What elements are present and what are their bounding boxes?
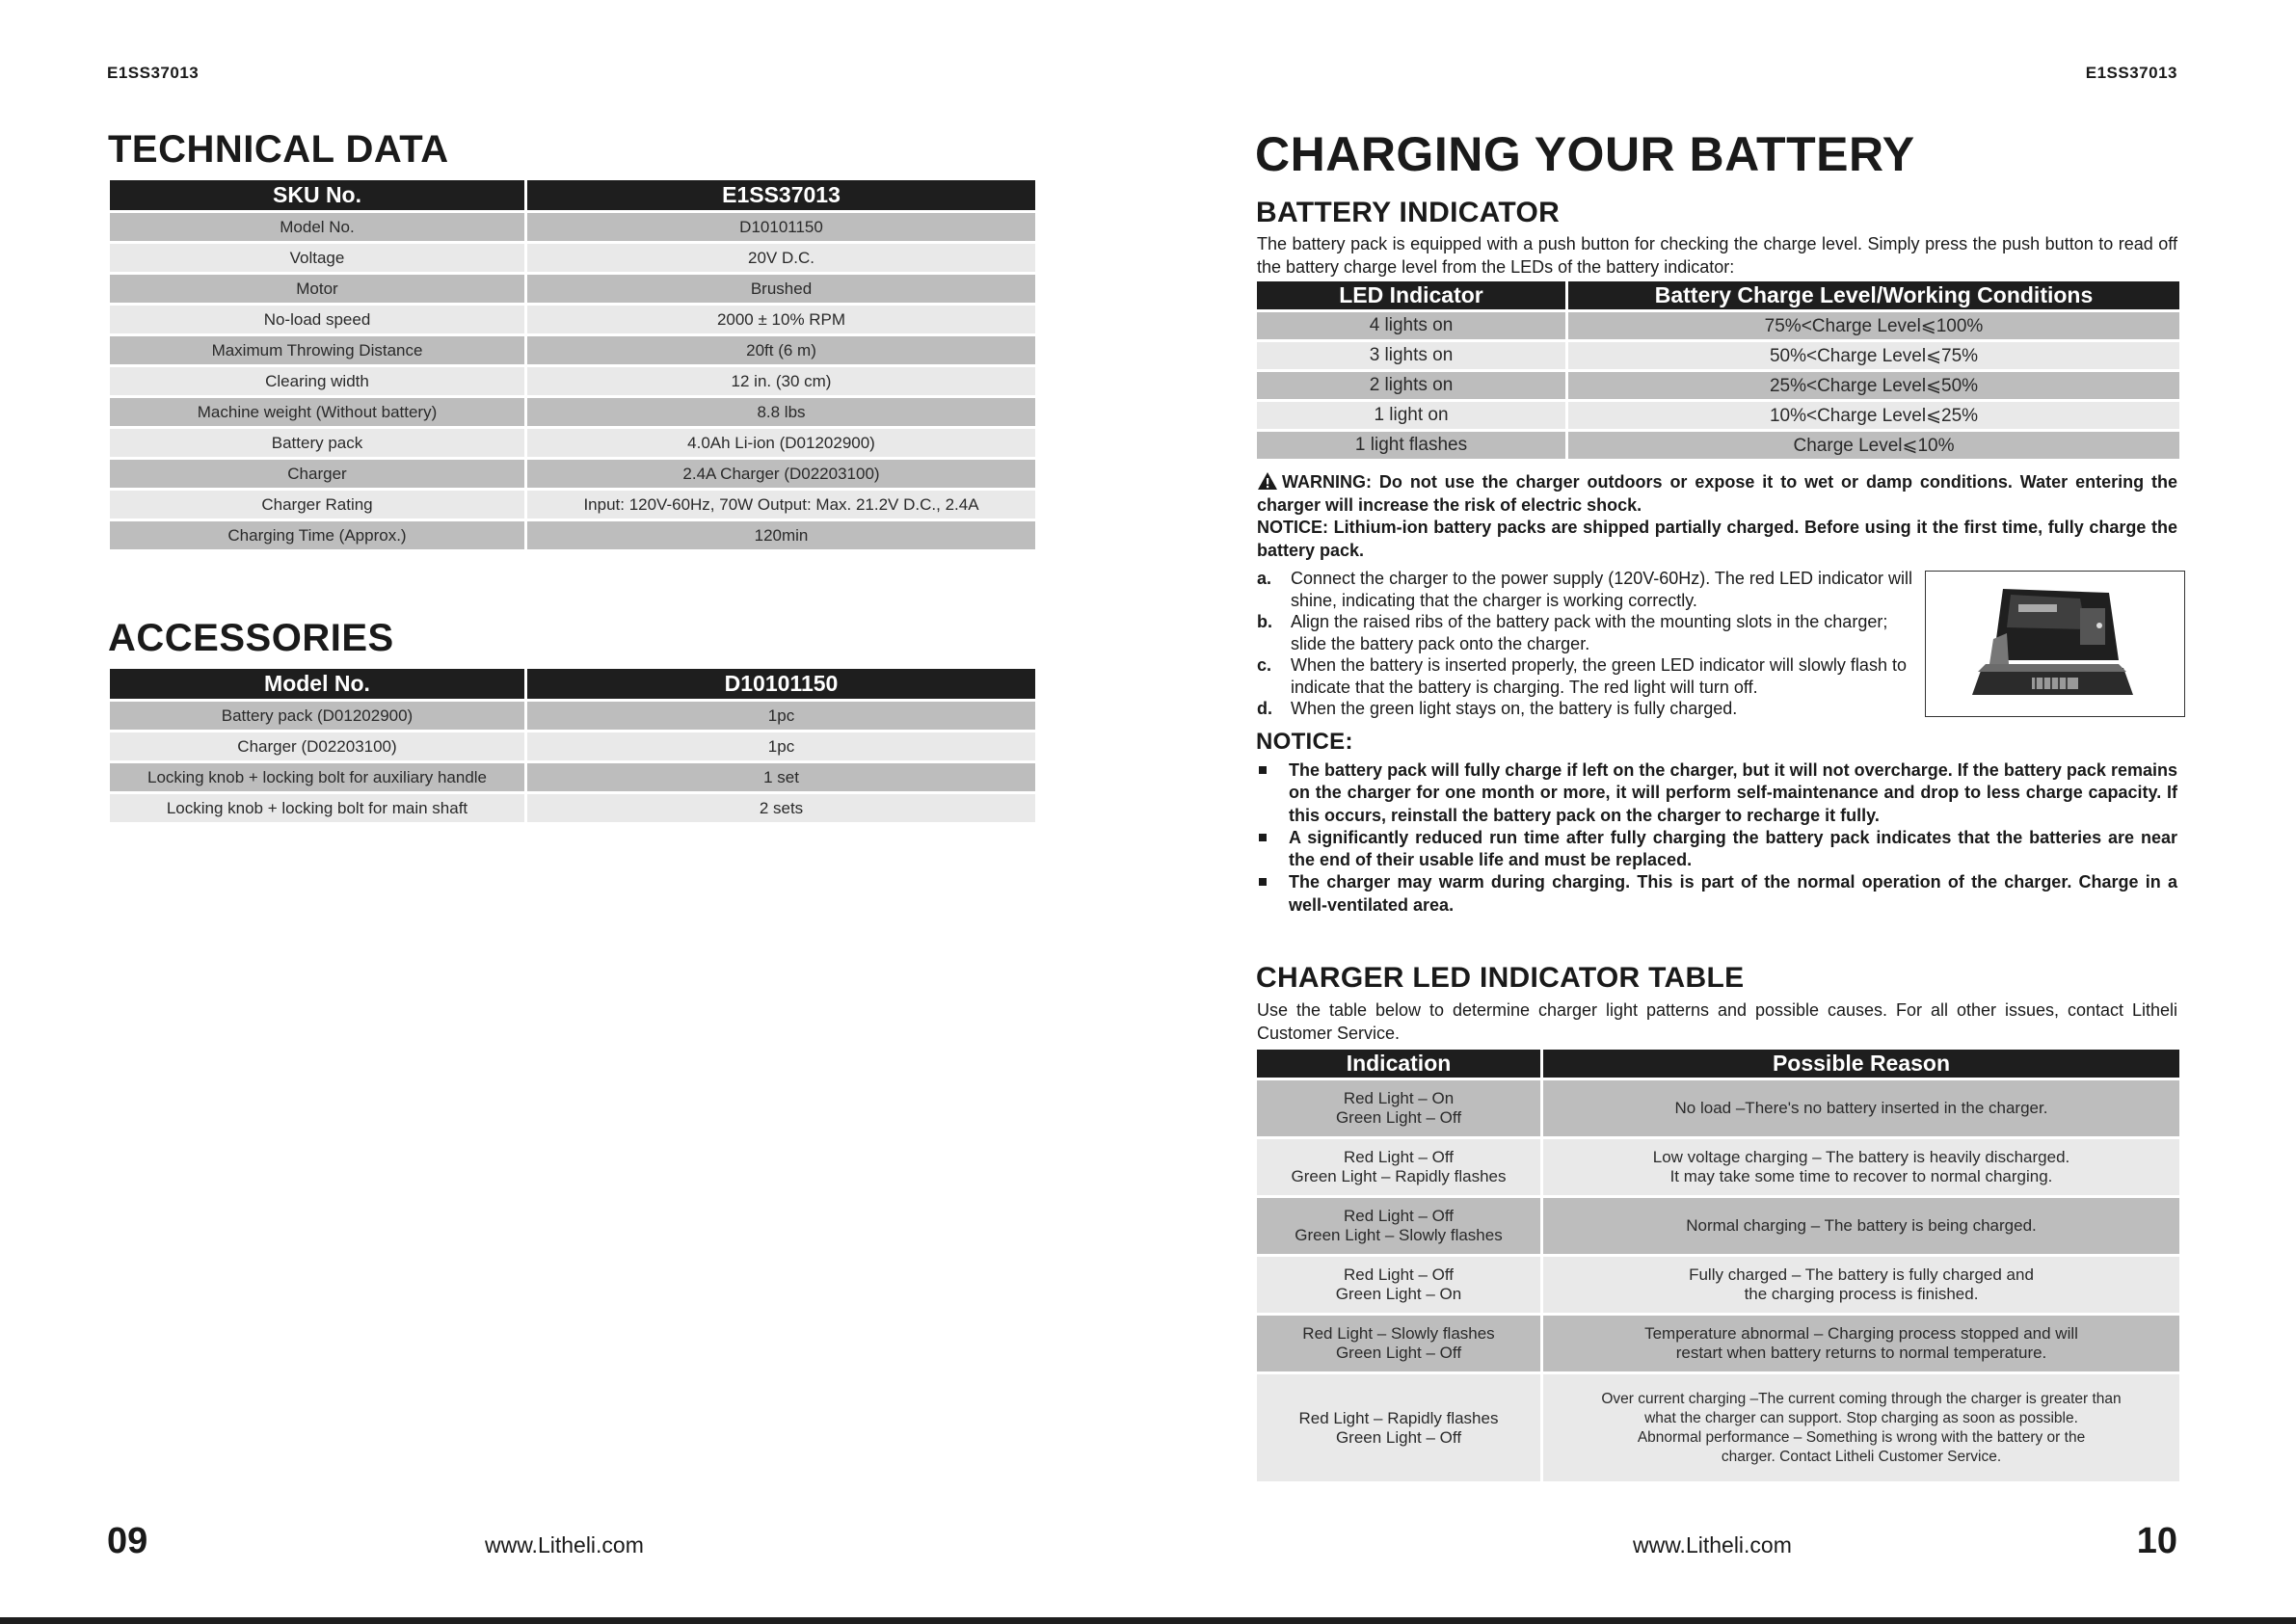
table-cell: 2 lights on	[1257, 372, 1565, 399]
step-item	[1257, 698, 1922, 720]
step-text: Connect the charger to the power supply (120V-60Hz). The red LED indicator will shine, indicating that the charger is working correctly.	[1291, 569, 1913, 610]
table-row	[1257, 372, 2179, 399]
battery-indicator-intro: The battery pack is equipped with a push button for checking the charge level. Simply press the push button to read off the battery charge level from the LEDs of the battery indicator:	[1257, 234, 2177, 277]
table-row	[1257, 402, 2179, 429]
battery-indicator-title: BATTERY INDICATOR	[1256, 197, 1561, 228]
table-cell: Maximum Throwing Distance	[110, 336, 524, 364]
technical-data-table	[107, 177, 1038, 552]
step-text: When the green light stays on, the battery is fully charged.	[1291, 699, 1738, 718]
step-letter: b.	[1257, 612, 1272, 631]
notice-bullet: The battery pack will fully charge if left on the charger, but it will not overcharge. If the battery pack remains on the charger for one month or more, it will perform self-maintenance and drop to less charge capacity. If this occurs, reinstall the battery pack on the charger to recharge it fully.	[1257, 759, 2177, 827]
table-header: Indication	[1257, 1050, 1540, 1078]
page-number: 09	[107, 1521, 148, 1561]
table-row	[1257, 312, 2179, 339]
table-row	[1257, 1080, 2179, 1136]
step-text: Align the raised ribs of the battery pack with the mounting slots in the charger; slide the battery pack onto the charger.	[1291, 612, 1888, 653]
table-row	[110, 213, 1035, 241]
accessories-table	[107, 666, 1038, 825]
table-cell: Battery pack (D01202900)	[110, 702, 524, 730]
table-header: Battery Charge Level/Working Conditions	[1568, 281, 2179, 309]
table-header: Possible Reason	[1543, 1050, 2179, 1078]
table-cell: 20ft (6 m)	[527, 336, 1035, 364]
table-header: Model No.	[110, 669, 524, 699]
table-row	[110, 491, 1035, 519]
step-item	[1257, 654, 1922, 698]
charging-title: CHARGING YOUR BATTERY	[1255, 127, 1915, 181]
table-cell: Locking knob + locking bolt for main shaft	[110, 794, 524, 822]
notice-bullet: A significantly reduced run time after fully charging the battery pack indicates that the batteries are near the end of their usable life and must be replaced.	[1257, 827, 2177, 872]
table-cell: Battery pack	[110, 429, 524, 457]
notice-bullet: The charger may warm during charging. This is part of the normal operation of the charger. Charge in a well-ventilated area.	[1257, 871, 2177, 917]
table-cell: No-load speed	[110, 306, 524, 333]
sku-header: E1SS37013	[2085, 64, 2177, 82]
table-header: D10101150	[527, 669, 1035, 699]
table-cell: Temperature abnormal – Charging process stopped and will restart when battery returns to normal temperature.	[1543, 1316, 2179, 1371]
table-cell: 1pc	[527, 732, 1035, 760]
table-row	[110, 794, 1035, 822]
table-cell: Fully charged – The battery is fully charged and the charging process is finished.	[1543, 1257, 2179, 1313]
table-cell: 50%<Charge Level⩽75%	[1568, 342, 2179, 369]
table-row	[1257, 1257, 2179, 1313]
table-header: SKU No.	[110, 180, 524, 210]
charging-steps	[1257, 568, 1922, 720]
table-cell: D10101150	[527, 213, 1035, 241]
table-cell: Model No.	[110, 213, 524, 241]
led-indicator-table	[1254, 279, 2182, 462]
table-cell: Locking knob + locking bolt for auxiliary handle	[110, 763, 524, 791]
technical-data-title: TECHNICAL DATA	[108, 128, 449, 171]
table-row	[110, 398, 1035, 426]
table-cell: 25%<Charge Level⩽50%	[1568, 372, 2179, 399]
sku-header: E1SS37013	[107, 64, 200, 82]
table-cell: 120min	[527, 521, 1035, 549]
table-cell: Red Light – Off Green Light – On	[1257, 1257, 1540, 1313]
notice-label: NOTICE:	[1257, 518, 1328, 537]
table-header: E1SS37013	[527, 180, 1035, 210]
table-cell: No load –There's no battery inserted in the charger.	[1543, 1080, 2179, 1136]
table-cell: Charge Level⩽10%	[1568, 432, 2179, 459]
table-cell: Input: 120V-60Hz, 70W Output: Max. 21.2V D.C., 2.4A	[527, 491, 1035, 519]
table-cell: 4.0Ah Li-ion (D01202900)	[527, 429, 1035, 457]
page-number: 10	[2136, 1521, 2177, 1561]
table-row	[110, 702, 1035, 730]
table-row	[110, 460, 1035, 488]
table-row	[110, 732, 1035, 760]
table-row	[1257, 342, 2179, 369]
table-cell: Machine weight (Without battery)	[110, 398, 524, 426]
battery-on-charger-icon	[1926, 572, 2184, 716]
charger-illustration	[1925, 571, 2185, 717]
table-cell: 3 lights on	[1257, 342, 1565, 369]
warning-text: Do not use the charger outdoors or expose it to wet or damp conditions. Water entering the charger will increase the risk of electric shock.	[1257, 472, 2177, 515]
table-row	[110, 429, 1035, 457]
table-cell: Normal charging – The battery is being charged.	[1543, 1198, 2179, 1254]
table-cell: 75%<Charge Level⩽100%	[1568, 312, 2179, 339]
table-cell: Red Light – On Green Light – Off	[1257, 1080, 1540, 1136]
table-cell: Brushed	[527, 275, 1035, 303]
step-letter: a.	[1257, 569, 1272, 588]
table-cell: 2 sets	[527, 794, 1035, 822]
table-row	[110, 244, 1035, 272]
table-cell: 1 light on	[1257, 402, 1565, 429]
table-cell: Charger Rating	[110, 491, 524, 519]
table-header: LED Indicator	[1257, 281, 1565, 309]
bottom-border	[0, 1617, 2296, 1624]
table-row	[1257, 1198, 2179, 1254]
table-cell: 12 in. (30 cm)	[527, 367, 1035, 395]
step-item	[1257, 568, 1922, 611]
warning-paragraph	[1257, 470, 2177, 517]
accessories-title: ACCESSORIES	[108, 617, 394, 659]
step-item	[1257, 611, 1922, 654]
step-text: When the battery is inserted properly, the green LED indicator will slowly flash to indicate that the battery is charging. The red light will turn off.	[1291, 655, 1907, 697]
charger-led-table	[1254, 1047, 2182, 1484]
step-letter: d.	[1257, 699, 1272, 718]
table-cell: Over current charging –The current coming through the charger is greater than what the charger can support. Stop charging as soon as possible. Abnormal performance – Something is wrong with the battery or the charger. Contact Litheli Customer Service.	[1543, 1374, 2179, 1481]
table-cell: 1 set	[527, 763, 1035, 791]
table-cell: 20V D.C.	[527, 244, 1035, 272]
table-row	[110, 275, 1035, 303]
warning-icon	[1257, 471, 1278, 491]
table-row	[1257, 1316, 2179, 1371]
website-link[interactable]: www.Litheli.com	[485, 1532, 644, 1557]
table-row	[110, 336, 1035, 364]
table-cell: Red Light – Off Green Light – Slowly flashes	[1257, 1198, 1540, 1254]
table-cell: Red Light – Off Green Light – Rapidly flashes	[1257, 1139, 1540, 1195]
notice-text: Lithium-ion battery packs are shipped partially charged. Before using it the first time, fully charge the battery pack.	[1257, 518, 2177, 560]
table-cell: 10%<Charge Level⩽25%	[1568, 402, 2179, 429]
table-row	[110, 763, 1035, 791]
table-cell: Low voltage charging – The battery is heavily discharged. It may take some time to recover to normal charging.	[1543, 1139, 2179, 1195]
right-page	[1148, 0, 2296, 1624]
table-cell: Charger (D02203100)	[110, 732, 524, 760]
table-cell: Red Light – Rapidly flashes Green Light – Off	[1257, 1374, 1540, 1481]
table-row	[1257, 1374, 2179, 1481]
step-letter: c.	[1257, 655, 1272, 675]
table-cell: Charging Time (Approx.)	[110, 521, 524, 549]
notice-bullets	[1257, 759, 2177, 917]
table-cell: 2.4A Charger (D02203100)	[527, 460, 1035, 488]
table-row	[110, 521, 1035, 549]
charger-led-intro: Use the table below to determine charger light patterns and possible causes. For all other issues, contact Litheli Customer Service.	[1257, 1000, 2177, 1043]
charger-led-title: CHARGER LED INDICATOR TABLE	[1256, 962, 1745, 994]
table-cell: 1pc	[527, 702, 1035, 730]
warning-label: WARNING:	[1282, 472, 1372, 492]
table-cell: Charger	[110, 460, 524, 488]
table-cell: Clearing width	[110, 367, 524, 395]
table-cell: 1 light flashes	[1257, 432, 1565, 459]
table-cell: 4 lights on	[1257, 312, 1565, 339]
table-cell: Motor	[110, 275, 524, 303]
website-link[interactable]: www.Litheli.com	[1633, 1532, 1792, 1557]
table-row	[110, 367, 1035, 395]
notice-heading: NOTICE:	[1256, 729, 1353, 755]
table-row	[1257, 1139, 2179, 1195]
table-cell: 2000 ± 10% RPM	[527, 306, 1035, 333]
table-row	[1257, 432, 2179, 459]
table-cell: 8.8 lbs	[527, 398, 1035, 426]
notice-paragraph	[1257, 516, 2177, 562]
table-cell: Red Light – Slowly flashes Green Light – Off	[1257, 1316, 1540, 1371]
table-cell: Voltage	[110, 244, 524, 272]
table-row	[110, 306, 1035, 333]
